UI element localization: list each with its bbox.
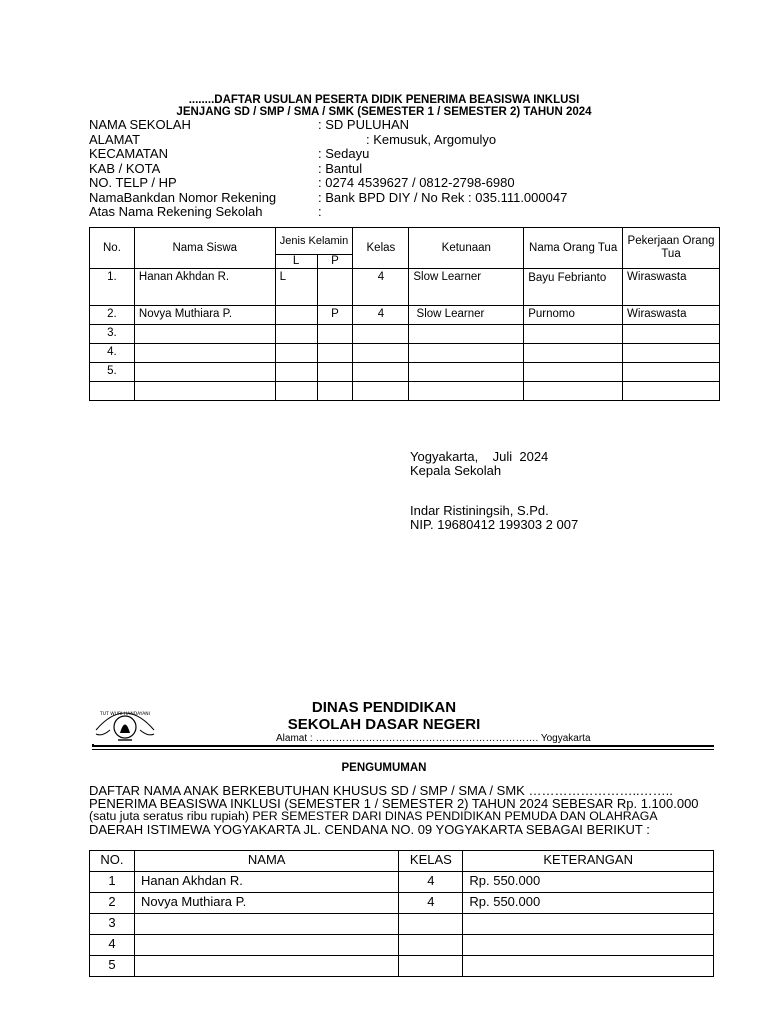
cell-pekerjaan: Wiraswasta [623,306,720,325]
signature-position: Kepala Sekolah [410,463,502,478]
cell-kelas [399,935,463,956]
header-nama: NAMA [134,851,398,872]
info-label: NamaBankdan Nomor Rekening [89,189,277,205]
signature-nip: NIP. 19680412 199303 2 007 [410,517,579,532]
cell-no: 1. [90,269,135,306]
info-value: : 0274 4539627 / 0812-2798-6980 [318,175,515,190]
kop-divider-thin [92,749,714,750]
kop-alamat: Alamat : …………………………………………………………. Yogyakarta [276,733,591,744]
school-info [89,118,689,220]
info-label: NAMA SEKOLAH [89,117,191,132]
cell-nama [134,344,275,363]
table-row [90,872,714,893]
table-header-row [90,851,714,872]
announcement-paragraph [89,784,709,836]
table-row [90,306,720,325]
info-value: : Sedayu [318,146,370,161]
cell-p [317,325,353,344]
cell-keterangan: Rp. 550.000 [463,893,714,914]
cell-no: 5 [90,956,135,977]
info-row-kecamatan [89,147,689,162]
cell-ortu: Bayu Febrianto [524,269,623,306]
info-row-kab-kota [89,162,689,177]
cell-kelas: 4 [399,893,463,914]
info-row-alamat [89,133,689,148]
table-row [90,363,720,382]
recipient-table [89,850,714,977]
cell-no: 2 [90,893,135,914]
header-p: P [317,254,353,268]
cell-kelas [353,363,409,382]
cell-ketunaan [409,382,524,401]
cell-ketunaan: Slow Learner [409,306,524,325]
cell-pekerjaan [623,382,720,401]
cell-pekerjaan [623,344,720,363]
cell-nama: Hanan Akhdan R. [134,872,398,893]
logo-text: TUT WURI HANDAYANI [100,712,150,717]
cell-l [275,306,317,325]
signature-name: Indar Ristiningsih, S.Pd. [410,503,549,518]
header-kelas: Kelas [353,228,409,269]
info-value: : Kemusuk, Argomulyo [366,131,497,147]
table-row [90,344,720,363]
cell-nama: Hanan Akhdan R. [134,269,275,306]
paragraph-line: DAFTAR NAMA ANAK BERKEBUTUHAN KHUSUS SD / SMP / SMA / SMK ……………………..…….. [89,783,673,798]
cell-ortu [524,363,623,382]
header-nama-siswa: Nama Siswa [134,228,275,269]
table-row [90,935,714,956]
info-row-bank [89,191,689,206]
cell-no: 1 [90,872,135,893]
cell-kelas: 4 [353,269,409,306]
form-title-line1: ........DAFTAR USULAN PESERTA DIDIK PENERIMA BEASISWA INKLUSI [188,94,580,106]
table-row [90,382,720,401]
cell-p [317,269,353,306]
cell-pekerjaan [623,363,720,382]
info-value: : [318,204,322,219]
kop-sekolah-dasar-negeri: SEKOLAH DASAR NEGERI [287,716,481,733]
cell-no: 4. [90,344,135,363]
kop-divider-thick [92,745,714,747]
cell-kelas [353,382,409,401]
table-row [90,893,714,914]
info-value: : SD PULUHAN [318,117,410,132]
cell-pekerjaan: Wiraswasta [623,269,720,306]
cell-ortu: Purnomo [524,306,623,325]
cell-keterangan [463,914,714,935]
header-keterangan: KETERANGAN [463,851,714,872]
cell-kelas: 4 [399,872,463,893]
announcement-heading: PENGUMUMAN [341,762,427,774]
cell-nama: Novya Muthiara P. [134,893,398,914]
header-jenis-kelamin: Jenis Kelamin [275,228,353,255]
info-label: KECAMATAN [89,146,168,161]
info-label: KAB / KOTA [89,160,161,176]
cell-l [275,325,317,344]
cell-no: 4 [90,935,135,956]
cell-no: 3. [90,325,135,344]
info-row-nama-sekolah [89,118,689,133]
header-nama-orang-tua: Nama Orang Tua [524,228,623,269]
info-row-telp [89,176,689,191]
cell-nama [134,363,275,382]
cell-nama: Novya Muthiara P. [134,306,275,325]
cell-ketunaan: Slow Learner [409,269,524,306]
cell-p [317,382,353,401]
header-l: L [275,254,317,268]
header-no: NO. [90,851,135,872]
cell-ketunaan [409,363,524,382]
header-no: No. [90,228,135,269]
cell-keterangan [463,935,714,956]
cell-keterangan [463,956,714,977]
kop-dinas-pendidikan: DINAS PENDIDIKAN [311,699,457,716]
cell-kelas: 4 [353,306,409,325]
table-header-row [90,228,720,255]
cell-ortu [524,382,623,401]
paragraph-line: DAERAH ISTIMEWA YOGYAKARTA JL. CENDANA NO. 09 YOGYAKARTA SEBAGAI BERIKUT : [89,822,650,837]
cell-nama [134,382,275,401]
header-pekerjaan-orang-tua: Pekerjaan Orang Tua [623,228,720,269]
cell-kelas [399,956,463,977]
cell-no: 2. [90,306,135,325]
cell-no [90,382,135,401]
info-label: ALAMAT [89,131,141,147]
cell-kelas [399,914,463,935]
cell-nama [134,935,398,956]
table-row [90,956,714,977]
cell-ketunaan [409,325,524,344]
cell-ortu [524,325,623,344]
paragraph-line: PENERIMA BEASISWA INKLUSI (SEMESTER 1 / SEMESTER 2) TAHUN 2024 SEBESAR Rp. 1.100.000 [89,796,699,811]
cell-keterangan: Rp. 550.000 [463,872,714,893]
cell-kelas [353,344,409,363]
header-kelas: KELAS [399,851,463,872]
cell-l [275,382,317,401]
paragraph-line: (satu juta seratus ribu rupiah) PER SEMESTER DARI DINAS PENDIDIKAN PEMUDA DAN OLAHRAGA [89,809,658,823]
header-ketunaan: Ketunaan [409,228,524,269]
cell-l: L [275,269,317,306]
cell-p: P [317,306,353,325]
cell-nama [134,914,398,935]
cell-nama [134,956,398,977]
cell-nama [134,325,275,344]
cell-no: 5. [90,363,135,382]
cell-l [275,344,317,363]
cell-kelas [353,325,409,344]
cell-l [275,363,317,382]
cell-ketunaan [409,344,524,363]
cell-pekerjaan [623,325,720,344]
cell-ortu [524,344,623,363]
table-row [90,325,720,344]
student-table [89,227,720,401]
cell-no: 3 [90,914,135,935]
form-title-line2: JENJANG SD / SMP / SMA / SMK (SEMESTER 1 / SEMESTER 2) TAHUN 2024 [176,106,592,118]
info-label: NO. TELP / HP [89,175,177,190]
info-row-atas-nama [89,205,689,220]
cell-p [317,344,353,363]
info-label: Atas Nama Rekening Sekolah [89,204,263,219]
signature-place-date: Yogyakarta, Juli 2024 [410,449,549,464]
info-value: : Bantul [318,160,363,176]
table-row [90,269,720,306]
cell-p [317,363,353,382]
info-value: : Bank BPD DIY / No Rek : 035.111.000047 [318,189,568,205]
table-row [90,914,714,935]
